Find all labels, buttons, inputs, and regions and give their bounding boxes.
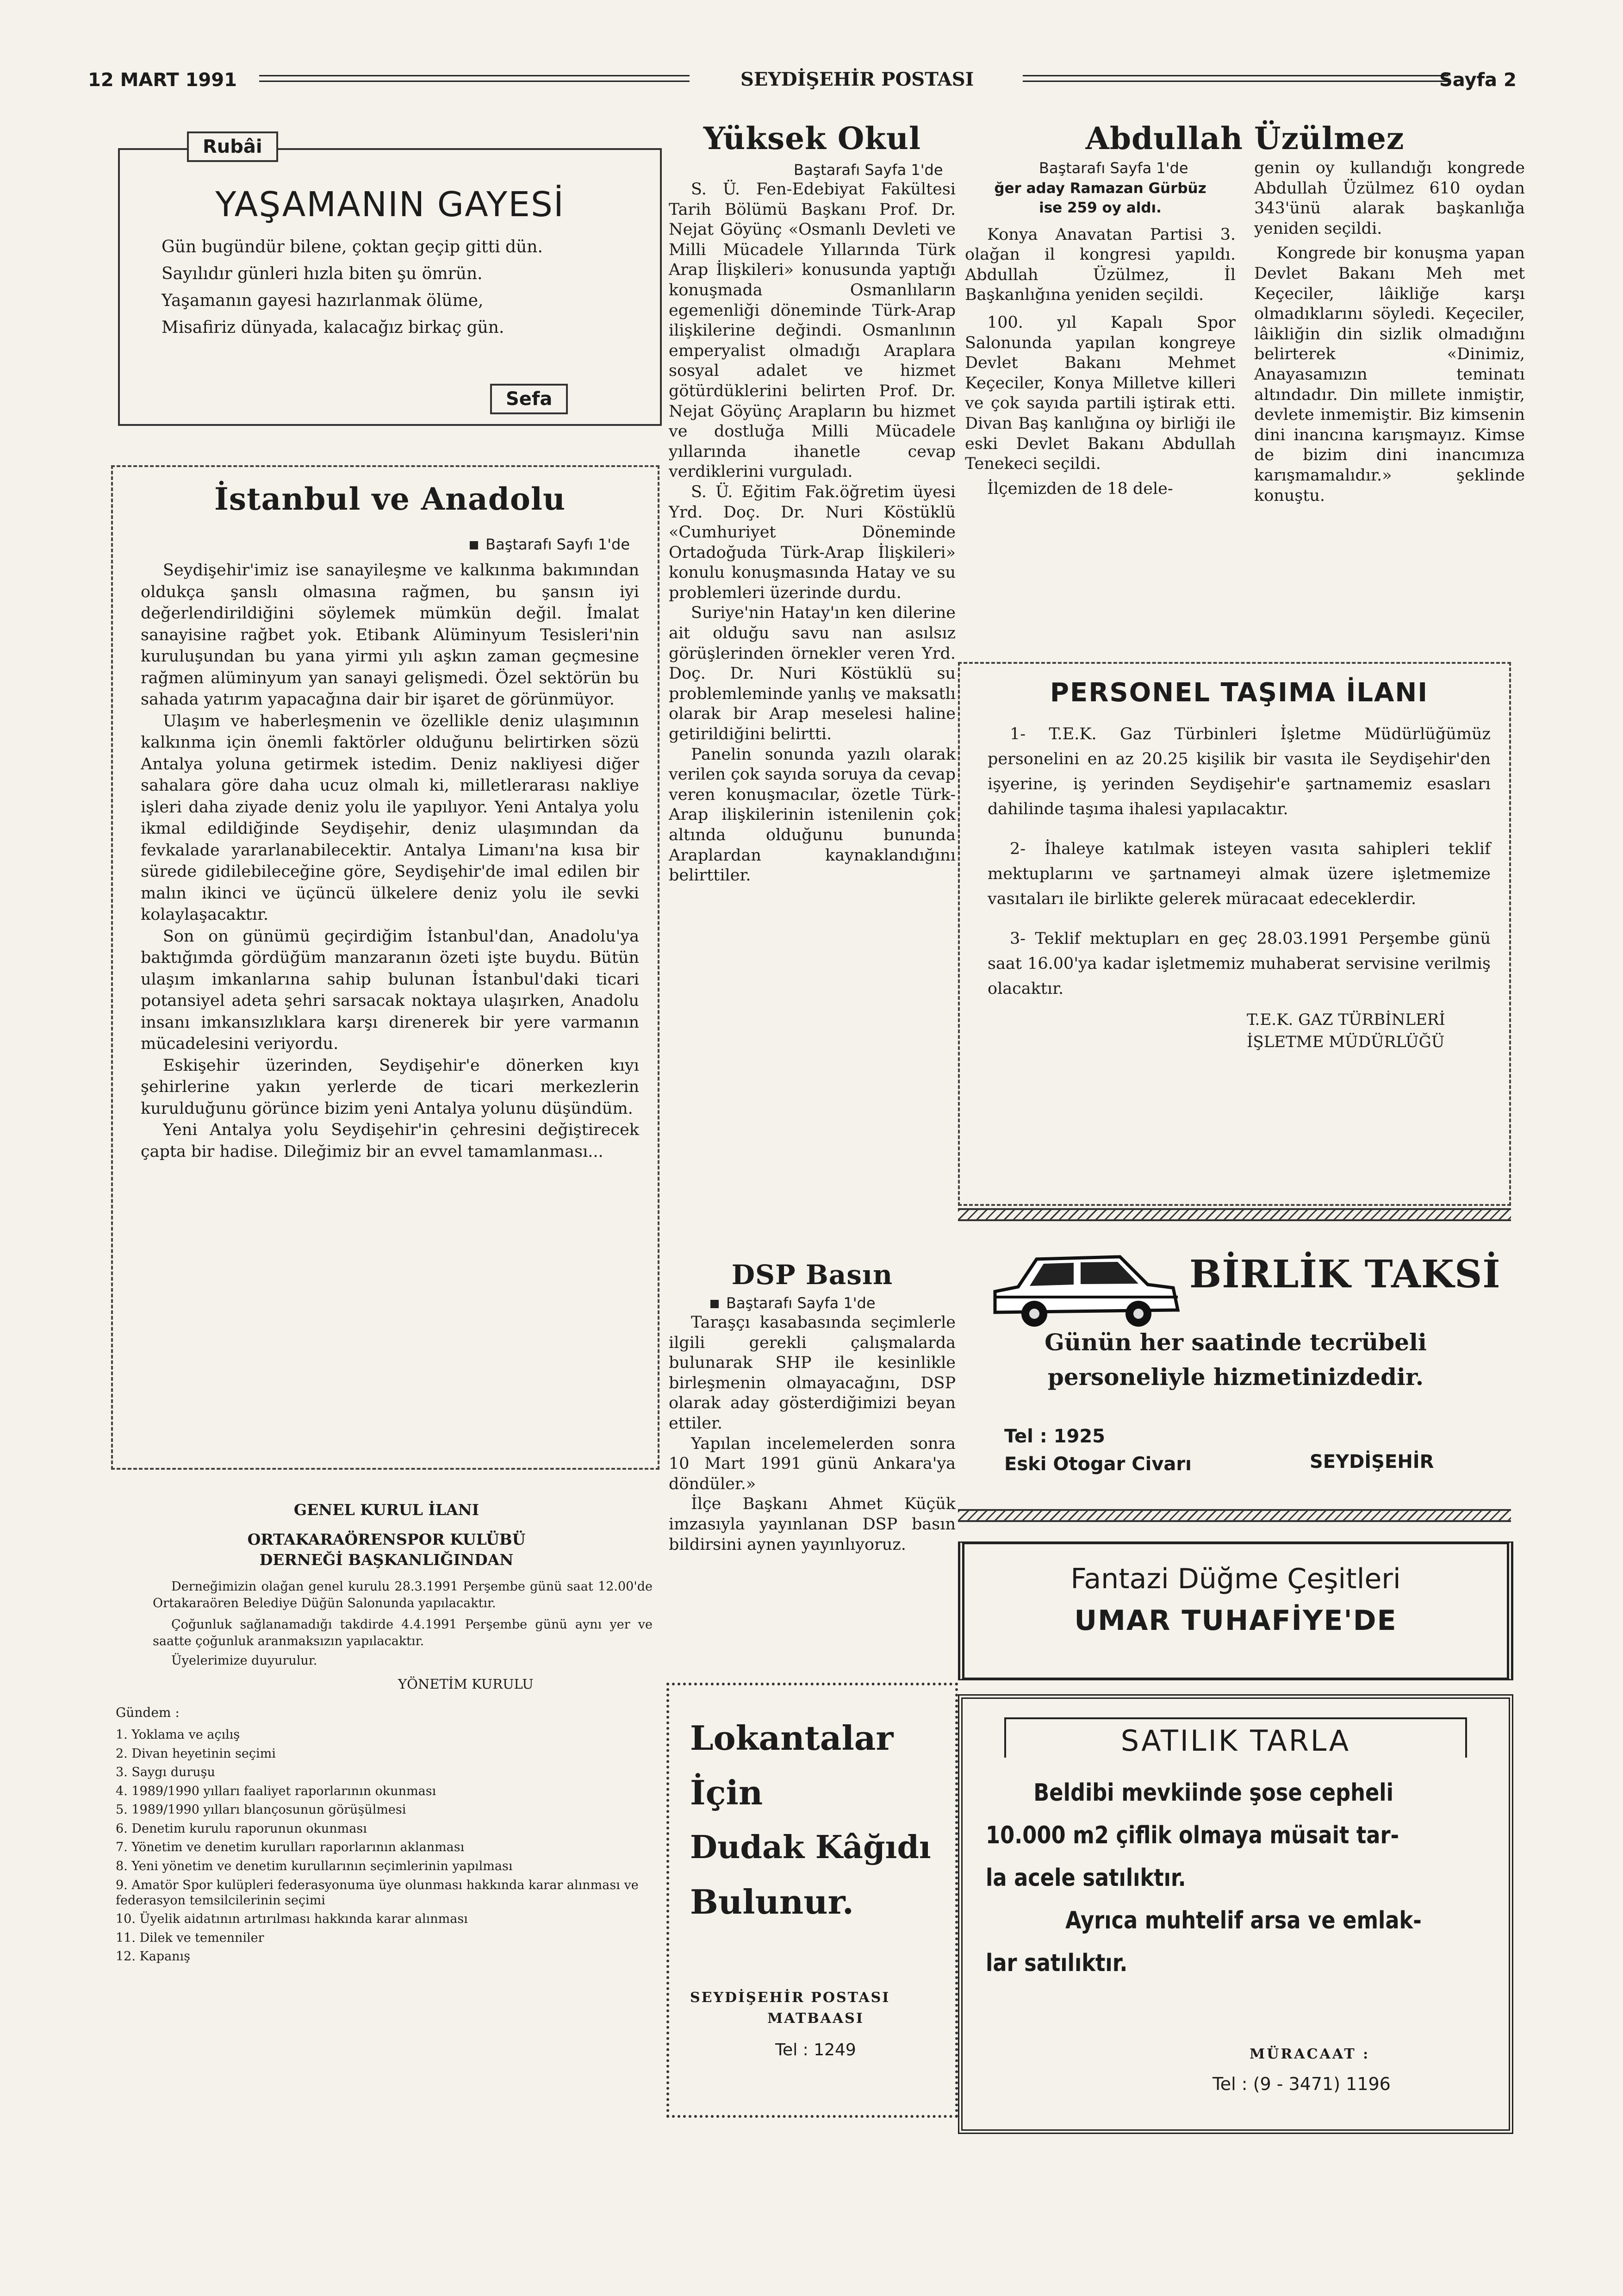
article-istanbul-anadolu (111, 465, 659, 1470)
rubai-line: Misafiriz dünyada, kalacağız birkaç gün. (162, 318, 504, 337)
ad-line: Beldibi mevkiinde şose cepheli (1033, 1779, 1393, 1807)
article-byline: Baştarafı Sayfı 1'de (141, 536, 630, 553)
ad-line: lar satılıktır. (986, 1949, 1128, 1977)
ad-border-bottom (958, 1509, 1511, 1522)
rubai-author: Sefa (490, 384, 568, 414)
ad-title: PERSONEL TAŞIMA İLANI (1050, 678, 1429, 708)
ad-phone: Tel : (9 - 3471) 1196 (1213, 2074, 1391, 2094)
ad-birlik-taksi (958, 1208, 1513, 1523)
ad-line: UMAR TUHAFİYE'DE (1074, 1604, 1397, 1637)
paragraph: Seydişehir'imiz ise sanayileşme ve kalkınma bakımından oldukça şanslı olmasına rağmen, bu şansın iyi değerlendirildiğini söylemek mümkün değil. İmalat sanayisine rağbet yok. Etibank Alüminyum Tesisleri'nin kuruluşundan bu yana yirmi yılı aşkın zaman geçmesine rağmen alüminyum yan sanayi gelişmedi. Özel sektörün bu sahada yatırım yapacağına dair bir işaret de görünmüyor. (141, 561, 639, 709)
ad-contact-label: MÜRACAAT : (1250, 2046, 1370, 2062)
agenda-item: 6. Denetim kurulu raporunun okunması (116, 1821, 367, 1836)
paragraph: genin oy kullandığı kongrede Abdullah Üzülmez 610 oydan 343'ünü alarak başkanlığa yeniden seçildi. (1254, 159, 1525, 238)
ad-phone: Tel : 1249 (775, 2040, 856, 2059)
agenda-item: 10. Üyelik aidatının artırılması hakkında karar alınması (116, 1912, 468, 1926)
paragraph: 3- Teklif mektupları en geç 28.03.1991 Perşembe günü saat 16.00'ya kadar işletmemiz muhaberat servisine verilmiş olacaktır. (988, 930, 1491, 998)
paragraph: 1- T.E.K. Gaz Türbinleri İşletme Müdürlüğümüz personelini en az 20.25 kişilik bir vasıta ile Seydişehir'den işyerine, iş yerinden Seydişehir'e şartnamemiz esasları dahilinde taşıma ihalesi yapılacaktır. (988, 725, 1491, 818)
agenda-item: 5. 1989/1990 yılları blançosunun görüşülmesi (116, 1803, 406, 1817)
paragraph: S. Ü. Fen-Edebiyat Fakültesi Tarih Bölümü Başkanı Prof. Dr. Nejat Göyünç «Osmanlı Devleti ve Milli Mücadele Yıllarında Türk Arap İlişkileri» konusunda yaptığı konuşmada Osmanlıların egemenliği döneminde Türk-Arap ilişkilerine değindi. Osmanlının emperyalist olmadığı Araplara sosyal adalet ve hizmet götürdüklerini belirten Prof. Dr. Nejat Göyünç Arapların bu hizmet ve dostluğa Milli Mücadele yıllarında ihanetle cevap verdiklerini vurguladı. (669, 180, 956, 481)
ad-line: Fantazi Düğme Çeşitleri (1070, 1563, 1401, 1595)
ad-border-top (958, 1208, 1511, 1221)
agenda-item: 9. Amatör Spor kulüpleri federasyonuma üye olunması hakkında karar alınması ve federasyon temsilcilerinin seçimi (116, 1878, 639, 1908)
paragraph: Kongrede bir konuşma yapan Devlet Bakanı Meh met Keçeciler, lâikliğe karşı olmadıklarını söyledi. Keçeciler, lâikliğin din sizlik olmadığını belirterek «Dinimiz, Anayasamızın teminatı altındadır. Din millete inmiştir, devlete inmemiştir. Biz kimsenin dini inancına karışmayız. Kimse de bizim dini inancımıza karışmamalıdır.» şeklinde konuştu. (1254, 244, 1525, 505)
paragraph: S. Ü. Eğitim Fak.öğretim üyesi Yrd. Doç. Dr. Nuri Köstüklü «Cumhuriyet Döneminde Ortadoğuda Türk-Arap İlişkileri» konulu konuşmasında Hatay ve su problemleri üzerinde durdu. (669, 482, 956, 602)
agenda-item: 3. Saygı duruşu (116, 1765, 215, 1779)
newspaper-name: SEYDİŞEHİR POSTASI (740, 69, 974, 90)
rubai-line: Gün bugündür bilene, çoktan geçip gitti dün. (162, 237, 543, 256)
ad-phone: Tel : 1925 (1004, 1426, 1105, 1447)
article-byline: Baştarafı Sayfa 1'de (710, 1294, 956, 1312)
rubai-box (118, 136, 662, 426)
paragraph: Üyelerimize duyurulur. (171, 1653, 317, 1668)
agenda-item: 1. Yoklama ve açılış (116, 1728, 240, 1742)
agenda-item: 2. Divan heyetinin seçimi (116, 1746, 276, 1761)
paragraph: İlçe Başkanı Ahmet Küçük imzasıyla yayınlanan DSP basın bildirsini aynen yayınlıyoruz. (669, 1495, 956, 1554)
bullet-square-icon (470, 541, 478, 549)
ad-lokantalar (666, 1683, 958, 2118)
notice-subtitle: ORTAKARAÖRENSPOR KULÜBÜ DERNEĞİ BAŞKANLIĞINDAN (247, 1530, 526, 1569)
paragraph: 2- İhaleye katılmak isteyen vasıta sahipleri teklif mektuplarını ve şartnameyi almak üzere işletmemize vasıtaları ile birlikte gelerek müracaat edeceklerdir. (988, 840, 1491, 908)
ad-signature: T.E.K. GAZ TÜRBİNLERİ (1247, 1011, 1445, 1029)
article-yuksek-okul (669, 120, 956, 886)
ad-line: 10.000 m2 çiflik olmaya müsait tar- (986, 1822, 1399, 1849)
agenda-list (116, 1726, 662, 1966)
header-rule-right (1023, 75, 1449, 82)
ad-line: la acele satılıktır. (986, 1864, 1186, 1892)
ad-headline: Lokantalar (690, 1718, 894, 1758)
paragraph: Son on günümü geçirdiğim İstanbul'dan, Anadolu'ya baktığımda gördüğüm manzaranın özeti işte buydu. Bütün ulaşım imkanlarına sahip bulunan İstanbul'daki ticari potansiyel adeta şehri sarsacak noktaya ulaşırken, Anadolu insanı imkansızlıklara karşı direnerek bir yere varmanın mücadelesini veriyordu. (141, 927, 639, 1053)
paragraph: Panelin sonunda yazılı olarak verilen çok sayıda soruya da cevap veren konuşmacılar, özetle Türk-Arap ilişkilerinin istenilenin çok altında olduğunu bununda Araplardan kaynaklandığını belirttiler. (669, 745, 956, 885)
ad-fantazi-dugme (958, 1541, 1513, 1680)
ad-satilik-tarla (958, 1694, 1513, 2134)
article-title: DSP Basın (731, 1259, 893, 1291)
ad-publisher: SEYDİŞEHİR POSTASI (690, 1990, 890, 2006)
paragraph-lead: ğer aday Ramazan Gürbüz ise 259 oy aldı. (994, 180, 1206, 216)
agenda-label: Gündem : (116, 1705, 180, 1720)
notice-title: GENEL KURUL İLANI (293, 1501, 479, 1519)
notice-signature: YÖNETİM KURULU (398, 1676, 534, 1692)
car-icon (986, 1236, 1185, 1333)
paragraph: Yapılan incelemelerden sonra 10 Mart 1991 günü Ankara'ya döndüler.» (669, 1434, 956, 1493)
rubai-line: Yaşamanın gayesi hazırlanmak ölüme, (162, 291, 484, 310)
paragraph: 100. yıl Kapalı Spor Salonunda yapılan kongreye Devlet Bakanı Mehmet Keçeciler, Konya Milletve killeri ve çok sayıda partili iştirak etti. Divan Baş kanlığına oy birliği ile eski Devlet Bakanı Abdullah Tenekeci seçildi. (965, 313, 1236, 474)
rubai-tag: Rubâi (187, 131, 278, 162)
article-byline: Baştarafı Sayfa 1'de (1039, 159, 1188, 177)
paragraph: Taraşçı kasabasında seçimlerle ilgili gerekli çalışmalarda bulunarak SHP ile kesinlikle birleşmenin olmayacağını, DSP olarak aday gösterdiğimizi beyan ettiler. (669, 1313, 956, 1433)
agenda-item: 7. Yönetim ve denetim kurulları raporlarının aklanması (116, 1840, 465, 1854)
ad-headline: İçin (690, 1773, 763, 1812)
page-number: Sayfa 2 (1439, 69, 1517, 91)
article-title: Yüksek Okul (703, 120, 921, 156)
article-byline: Baştarafı Sayfa 1'de (794, 161, 943, 179)
ad-line: Ayrıca muhtelif arsa ve emlak- (1065, 1907, 1422, 1934)
agenda-item: 12. Kapanış (116, 1949, 191, 1964)
paragraph: İlçemizden de 18 dele- (987, 479, 1173, 498)
ad-headline: Dudak Kâğıdı (690, 1829, 931, 1866)
ad-personel-tasima (958, 662, 1511, 1206)
ad-signature: İŞLETME MÜDÜRLÜĞÜ (1247, 1033, 1445, 1051)
article-abdullah-uzulmez (965, 120, 1525, 506)
issue-date: 12 MART 1991 (88, 69, 237, 91)
article-dsp-basin (669, 1259, 956, 1555)
ad-line: personeliyle hizmetinizdedir. (1047, 1363, 1424, 1391)
ad-address: Eski Otogar Civarı (1004, 1454, 1192, 1475)
ad-title: SATILIK TARLA (1004, 1717, 1467, 1758)
notice-genel-kurul (111, 1500, 662, 2120)
paragraph: Suriye'nin Hatay'ın ken dilerine ait olduğu savu nan asılsız görüşlerinden örnekler veren Yrd. Doç. Dr. Nuri Köstüklü su problemleminde yanlış ve maksatlı olarak bir Arap meselesi haline getirildiğini belirtti. (669, 604, 956, 744)
agenda-item: 4. 1989/1990 yılları faaliyet raporlarının okunması (116, 1784, 436, 1798)
ad-title: BİRLİK TAKSİ (1189, 1252, 1501, 1297)
ad-publisher: MATBAASI (767, 2010, 864, 2027)
article-title: İstanbul ve Anadolu (214, 481, 566, 517)
paragraph: Eskişehir üzerinden, Seydişehir'e dönerken kıyı şehirlerine yakın yerlerde de ticari merkezlerin kurulduğunu görünce bizim yeni Antalya yolunu düşündüm. (141, 1056, 639, 1118)
rubai-line: Sayılıdır günleri hızla biten şu ömrün. (162, 264, 483, 283)
agenda-item: 8. Yeni yönetim ve denetim kurullarının seçimlerinin yapılması (116, 1859, 513, 1873)
rubai-title: YAŞAMANIN GAYESİ (215, 185, 565, 225)
ad-headline: Bulunur. (690, 1882, 854, 1922)
header-rule-left (259, 75, 690, 82)
article-title: Abdullah Üzülmez (1085, 120, 1405, 156)
ad-city: SEYDİŞEHİR (1310, 1451, 1434, 1472)
paragraph: Derneğimizin olağan genel kurulu 28.3.1991 Perşembe günü saat 12.00'de Ortakaraören Belediye Düğün Salonunda yapılacaktır. (153, 1579, 653, 1610)
paragraph: Konya Anavatan Partisi 3. olağan il kongresi yapıldı. Abdullah Üzülmez, İl Başkanlığına yeniden seçildi. (965, 225, 1236, 305)
paragraph: Yeni Antalya yolu Seydişehir'in çehresini değiştirecek çapta bir hadise. Dileğimiz bir an evvel tamamlanması... (141, 1121, 639, 1161)
bullet-square-icon (710, 1300, 719, 1308)
paragraph: Çoğunluk sağlanamadığı takdirde 4.4.1991 Perşembe günü aynı yer ve saatte çoğunluk aranmaksızın yapılacaktır. (153, 1617, 653, 1648)
agenda-item: 11. Dilek ve temenniler (116, 1930, 264, 1945)
ad-line: Günün her saatinde tecrübeli (1045, 1329, 1427, 1356)
paragraph: Ulaşım ve haberleşmenin ve özellikle deniz ulaşımının kalkınma için önemli faktörler olduğunu belirtirken sözü Antalya yoluna getirmek istedim. Deniz nakliyesi diğer sahalara göre daha ucuz olmalı ki, milletlerarası nakliye işleri daha ziyade deniz yolu ile yapılıyor. Yeni Antalya yolu ikmal edildiğinde Seydişehir, deniz ulaşımından da fevkalade yararlanabilecektir. Antalya Limanı'na kısa bir sürede gidilebileceğine göre, Seydişehir'de imal edilen bir malın ikinci ve üçüncü ülkelere deniz yolu ile sevki kolaylaşacaktır. (141, 711, 639, 924)
